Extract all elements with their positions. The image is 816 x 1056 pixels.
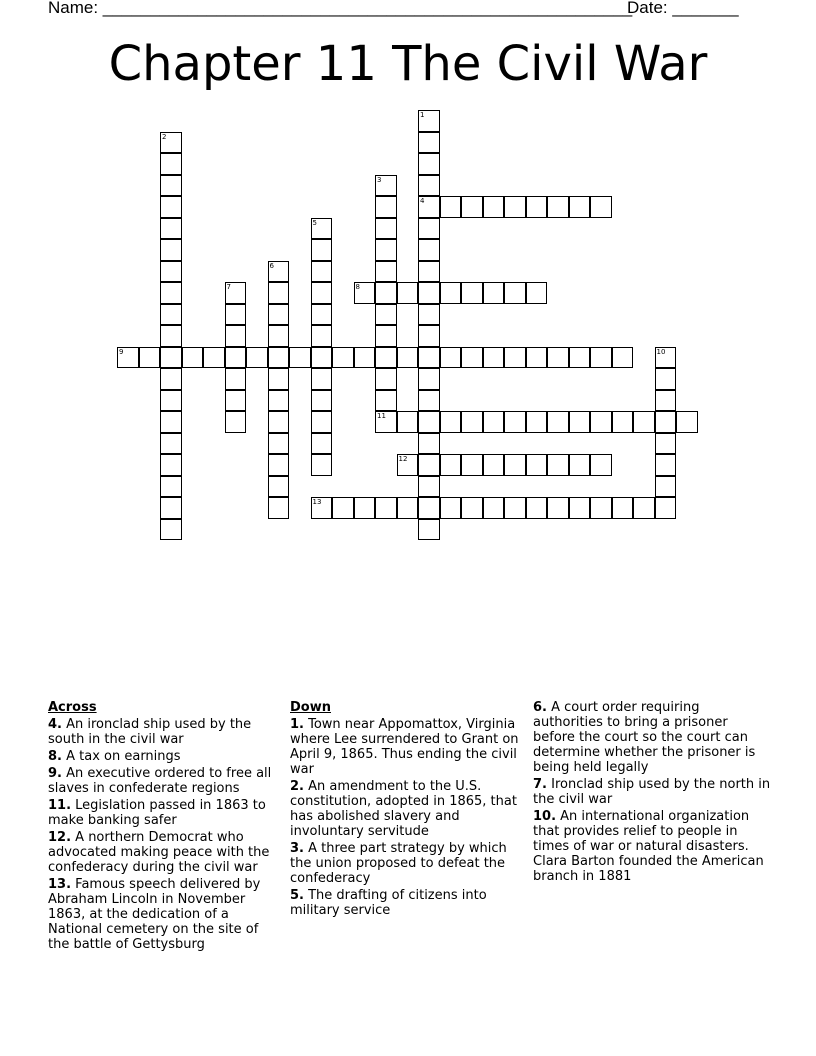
grid-cell[interactable] <box>397 411 419 433</box>
grid-cell[interactable] <box>655 368 677 390</box>
grid-cell[interactable] <box>160 347 182 369</box>
clue-item <box>48 717 280 747</box>
clue-number: 5 <box>312 218 317 227</box>
clue-item <box>290 888 526 918</box>
grid-cell[interactable] <box>461 497 483 519</box>
clue-number: 6 <box>269 261 274 270</box>
grid-cell[interactable] <box>375 282 397 304</box>
grid-cell[interactable] <box>504 196 526 218</box>
grid-cell[interactable] <box>397 282 419 304</box>
grid-cell[interactable] <box>655 454 677 476</box>
clue-text: The drafting of citizens into military service <box>290 888 487 918</box>
clue-text: A three part strategy by which the union proposed to defeat the confederacy <box>290 841 507 886</box>
grid-cell[interactable] <box>440 196 462 218</box>
grid-cell[interactable] <box>418 239 440 261</box>
grid-cell[interactable] <box>160 519 182 541</box>
grid-cell[interactable] <box>268 497 290 519</box>
grid-cell[interactable] <box>160 282 182 304</box>
grid-cell[interactable] <box>418 196 440 218</box>
down-clues <box>290 700 526 920</box>
grid-cell[interactable] <box>655 411 677 433</box>
grid-cell[interactable] <box>418 411 440 433</box>
clue-text: A northern Democrat who advocated making peace with the confederacy during the civil war <box>48 830 270 875</box>
clue-number-label: 4. <box>48 717 62 732</box>
grid-cell[interactable] <box>504 347 526 369</box>
page-title: Chapter 11 The Civil War <box>108 36 708 92</box>
grid-cell[interactable] <box>268 325 290 347</box>
grid-cell[interactable] <box>569 411 591 433</box>
grid-cell[interactable] <box>526 282 548 304</box>
grid-cell[interactable] <box>375 368 397 390</box>
grid-cell[interactable] <box>418 218 440 240</box>
clue-number-label: 9. <box>48 766 62 781</box>
clue-number: 8 <box>355 283 360 291</box>
grid-cell[interactable] <box>655 497 677 519</box>
grid-cell[interactable] <box>182 347 204 369</box>
grid-cell[interactable] <box>311 411 333 433</box>
clue-number: 9 <box>119 347 124 356</box>
grid-cell[interactable] <box>655 476 677 498</box>
grid-cell[interactable] <box>311 304 333 326</box>
clue-number: 10 <box>656 347 666 356</box>
grid-cell[interactable] <box>397 497 419 519</box>
grid-cell[interactable] <box>418 519 440 541</box>
clue-item <box>48 766 280 796</box>
grid-cell[interactable] <box>289 347 311 369</box>
grid-cell[interactable] <box>612 411 634 433</box>
clue-number-label: 1. <box>290 717 304 732</box>
grid-cell[interactable] <box>461 282 483 304</box>
grid-cell[interactable] <box>547 411 569 433</box>
grid-cell[interactable] <box>655 433 677 455</box>
grid-cell[interactable] <box>311 239 333 261</box>
grid-cell[interactable] <box>483 196 505 218</box>
grid-cell[interactable] <box>375 218 397 240</box>
grid-cell[interactable] <box>483 454 505 476</box>
clue-item <box>533 777 773 807</box>
grid-cell[interactable] <box>655 347 677 369</box>
clue-number: 4 <box>420 197 425 205</box>
across-clue-list <box>48 717 280 952</box>
clue-text: Legislation passed in 1863 to make banking safer <box>48 798 266 828</box>
grid-cell[interactable] <box>225 304 247 326</box>
grid-cell[interactable] <box>332 347 354 369</box>
grid-cell[interactable] <box>311 261 333 283</box>
grid-cell[interactable] <box>418 368 440 390</box>
grid-cell[interactable] <box>418 282 440 304</box>
grid-cell[interactable] <box>440 347 462 369</box>
clue-item <box>290 779 526 839</box>
clue-text: A court order requiring authorities to bring a prisoner before the court so the court can determine whether the prisoner is being held legally <box>533 700 756 775</box>
across-heading: Across <box>48 700 97 715</box>
clue-item <box>290 841 526 886</box>
clue-item <box>290 717 526 777</box>
clue-number: 3 <box>377 175 382 184</box>
grid-cell[interactable] <box>268 261 290 283</box>
grid-cell[interactable] <box>612 497 634 519</box>
grid-cell[interactable] <box>160 175 182 197</box>
grid-cell[interactable] <box>160 433 182 455</box>
down-clue-list-continued <box>533 700 773 884</box>
clue-number-label: 7. <box>533 777 547 792</box>
clue-text: Famous speech delivered by Abraham Lincoln in November 1863, at the dedication of a National cemetery on the site of the battle of Gettysburg <box>48 877 261 952</box>
grid-cell[interactable] <box>590 196 612 218</box>
clue-text: Town near Appomattox, Virginia where Lee surrendered to Grant on April 9, 1865. Thus ending the civil war <box>290 717 519 777</box>
grid-cell[interactable] <box>311 390 333 412</box>
grid-cell[interactable] <box>483 497 505 519</box>
grid-cell[interactable] <box>160 368 182 390</box>
grid-cell[interactable] <box>418 347 440 369</box>
grid-cell[interactable] <box>117 347 139 369</box>
grid-cell[interactable] <box>483 347 505 369</box>
grid-cell[interactable] <box>526 196 548 218</box>
grid-cell[interactable] <box>225 347 247 369</box>
grid-cell[interactable] <box>569 196 591 218</box>
clue-number: 11 <box>377 412 386 420</box>
grid-cell[interactable] <box>569 347 591 369</box>
clue-text: Ironclad ship used by the north in the civil war <box>533 777 771 807</box>
grid-cell[interactable] <box>504 411 526 433</box>
grid-cell[interactable] <box>504 282 526 304</box>
grid-cell[interactable] <box>526 347 548 369</box>
grid-cell[interactable] <box>268 433 290 455</box>
grid-cell[interactable] <box>375 411 397 433</box>
clue-text: An executive ordered to free all slaves in confederate regions <box>48 766 272 796</box>
clue-item <box>48 749 280 764</box>
clue-item <box>533 700 773 775</box>
grid-cell[interactable] <box>397 347 419 369</box>
grid-cell[interactable] <box>590 347 612 369</box>
grid-cell[interactable] <box>590 411 612 433</box>
grid-cell[interactable] <box>375 347 397 369</box>
grid-cell[interactable] <box>160 132 182 154</box>
clue-number-label: 6. <box>533 700 547 715</box>
grid-cell[interactable] <box>483 411 505 433</box>
grid-cell[interactable] <box>418 304 440 326</box>
grid-cell[interactable] <box>504 497 526 519</box>
clue-number-label: 12. <box>48 830 72 845</box>
grid-cell[interactable] <box>418 132 440 154</box>
grid-cell[interactable] <box>655 390 677 412</box>
grid-cell[interactable] <box>311 433 333 455</box>
clue-number: 1 <box>420 111 425 119</box>
grid-cell[interactable] <box>440 454 462 476</box>
grid-cell[interactable] <box>311 368 333 390</box>
clue-text: A tax on earnings <box>61 749 181 764</box>
grid-cell[interactable] <box>375 304 397 326</box>
grid-cell[interactable] <box>225 325 247 347</box>
grid-cell[interactable] <box>569 454 591 476</box>
grid-cell[interactable] <box>569 497 591 519</box>
clue-item <box>48 877 280 952</box>
grid-cell[interactable] <box>160 239 182 261</box>
grid-cell[interactable] <box>504 454 526 476</box>
grid-cell[interactable] <box>633 497 655 519</box>
clue-number-label: 13. <box>48 877 72 892</box>
clue-number-label: 2. <box>290 779 304 794</box>
grid-cell[interactable] <box>160 325 182 347</box>
grid-cell[interactable] <box>375 239 397 261</box>
grid-cell[interactable] <box>397 454 419 476</box>
down-clues-continued <box>533 700 773 886</box>
grid-cell[interactable] <box>160 218 182 240</box>
grid-cell[interactable] <box>676 411 698 433</box>
grid-cell[interactable] <box>418 261 440 283</box>
grid-cell[interactable] <box>375 497 397 519</box>
grid-cell[interactable] <box>461 347 483 369</box>
grid-cell[interactable] <box>160 454 182 476</box>
name-field-line: Name: ________________________________________________________ <box>48 0 633 17</box>
grid-cell[interactable] <box>461 454 483 476</box>
grid-cell[interactable] <box>612 347 634 369</box>
grid-cell[interactable] <box>160 411 182 433</box>
clue-item <box>533 809 773 884</box>
grid-cell[interactable] <box>354 347 376 369</box>
grid-cell[interactable] <box>547 196 569 218</box>
grid-cell[interactable] <box>633 411 655 433</box>
grid-cell[interactable] <box>160 153 182 175</box>
grid-cell[interactable] <box>418 454 440 476</box>
grid-cell[interactable] <box>268 476 290 498</box>
clue-number: 7 <box>226 283 231 291</box>
grid-cell[interactable] <box>268 347 290 369</box>
grid-cell[interactable] <box>461 196 483 218</box>
grid-cell[interactable] <box>268 282 290 304</box>
grid-cell[interactable] <box>418 390 440 412</box>
grid-cell[interactable] <box>418 433 440 455</box>
grid-cell[interactable] <box>418 153 440 175</box>
grid-cell[interactable] <box>268 368 290 390</box>
grid-cell[interactable] <box>440 497 462 519</box>
grid-cell[interactable] <box>526 411 548 433</box>
grid-cell[interactable] <box>590 454 612 476</box>
grid-cell[interactable] <box>203 347 225 369</box>
date-field-line: Date: _______ <box>627 0 739 17</box>
grid-cell[interactable] <box>246 347 268 369</box>
grid-cell[interactable] <box>268 390 290 412</box>
grid-cell[interactable] <box>590 497 612 519</box>
down-clue-list <box>290 717 526 918</box>
grid-cell[interactable] <box>311 497 333 519</box>
grid-cell[interactable] <box>461 411 483 433</box>
grid-cell[interactable] <box>160 261 182 283</box>
grid-cell[interactable] <box>139 347 161 369</box>
grid-cell[interactable] <box>311 282 333 304</box>
clue-number-label: 3. <box>290 841 304 856</box>
grid-cell[interactable] <box>160 390 182 412</box>
grid-cell[interactable] <box>268 454 290 476</box>
grid-cell[interactable] <box>160 476 182 498</box>
clue-number: 12 <box>398 455 408 463</box>
clue-number-label: 5. <box>290 888 304 903</box>
grid-cell[interactable] <box>160 497 182 519</box>
grid-cell[interactable] <box>268 411 290 433</box>
grid-cell[interactable] <box>483 282 505 304</box>
grid-cell[interactable] <box>354 497 376 519</box>
grid-cell[interactable] <box>418 476 440 498</box>
grid-cell[interactable] <box>311 218 333 240</box>
grid-cell[interactable] <box>311 347 333 369</box>
clue-text: An amendment to the U.S. constitution, adopted in 1865, that has abolished slavery and involuntary servitude <box>290 779 517 839</box>
grid-cell[interactable] <box>418 325 440 347</box>
across-clues <box>48 700 280 954</box>
grid-cell[interactable] <box>440 282 462 304</box>
grid-cell[interactable] <box>526 454 548 476</box>
clue-item <box>48 830 280 875</box>
grid-cell[interactable] <box>354 282 376 304</box>
grid-cell[interactable] <box>375 325 397 347</box>
grid-cell[interactable] <box>526 497 548 519</box>
down-heading: Down <box>290 700 331 715</box>
grid-cell[interactable] <box>547 497 569 519</box>
grid-cell[interactable] <box>225 368 247 390</box>
grid-cell[interactable] <box>547 347 569 369</box>
clue-number-label: 10. <box>533 809 557 824</box>
clue-item <box>48 798 280 828</box>
grid-cell[interactable] <box>225 390 247 412</box>
grid-cell[interactable] <box>547 454 569 476</box>
grid-cell[interactable] <box>332 497 354 519</box>
grid-cell[interactable] <box>375 261 397 283</box>
clue-text: An ironclad ship used by the south in the civil war <box>48 717 252 747</box>
grid-cell[interactable] <box>311 454 333 476</box>
grid-cell[interactable] <box>418 110 440 132</box>
grid-cell[interactable] <box>268 304 290 326</box>
grid-cell[interactable] <box>160 304 182 326</box>
clue-number: 2 <box>162 132 167 141</box>
clue-text: An international organization that provides relief to people in times of war or natural disasters. Clara Barton founded the American branch in 1881 <box>533 809 764 884</box>
clue-number: 13 <box>312 498 322 506</box>
clue-number-label: 8. <box>48 749 62 764</box>
grid-cell[interactable] <box>375 175 397 197</box>
grid-cell[interactable] <box>418 497 440 519</box>
grid-cell[interactable] <box>225 411 247 433</box>
grid-cell[interactable] <box>375 390 397 412</box>
grid-cell[interactable] <box>225 282 247 304</box>
clue-number-label: 11. <box>48 798 72 813</box>
grid-cell[interactable] <box>375 196 397 218</box>
grid-cell[interactable] <box>160 196 182 218</box>
grid-cell[interactable] <box>418 175 440 197</box>
grid-cell[interactable] <box>311 325 333 347</box>
grid-cell[interactable] <box>440 411 462 433</box>
